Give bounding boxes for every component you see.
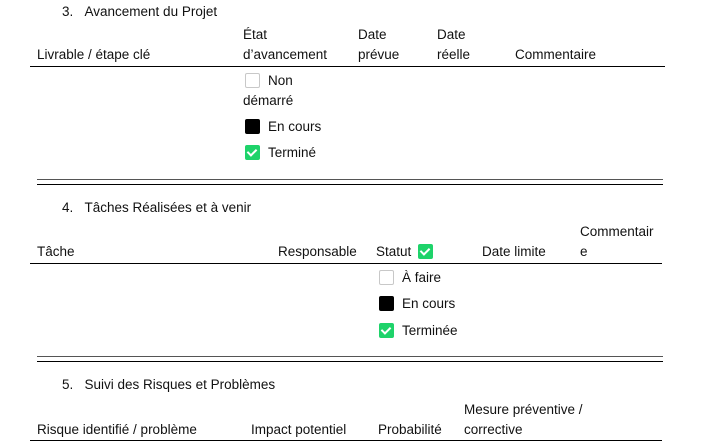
option-label: À faire <box>402 270 442 285</box>
header-statut <box>376 242 441 262</box>
header-livrable: Livrable / étape clé <box>37 47 151 62</box>
header-date-reelle-1: Date <box>437 27 466 42</box>
header-etat-2: d’avancement <box>243 47 328 62</box>
header-commentaire-1: Commentair <box>580 224 654 239</box>
header-probabilite: Probabilité <box>378 422 442 437</box>
option-a-faire[interactable] <box>379 268 441 288</box>
header-date-reelle-2: réelle <box>437 47 471 62</box>
option-label: Terminée <box>402 323 458 338</box>
header-commentaire: Commentaire <box>515 47 597 62</box>
option-non-demarre-cont: démarré <box>243 93 294 108</box>
header-tache: Tâche <box>37 244 75 259</box>
section-divider <box>37 179 663 185</box>
header-date-prevue-2: prévue <box>358 47 400 62</box>
header-impact: Impact potentiel <box>251 422 347 437</box>
header-mesure-1: Mesure préventive / <box>464 402 583 417</box>
option-termine[interactable] <box>245 143 316 163</box>
header-date-limite: Date limite <box>482 244 546 259</box>
section-5-title: 5. Suivi des Risques et Problèmes <box>62 377 276 392</box>
section-divider <box>37 356 663 362</box>
header-risque: Risque identifié / problème <box>37 422 197 437</box>
table-header-line <box>30 66 665 67</box>
checkbox-empty-icon[interactable] <box>245 73 260 88</box>
option-en-cours[interactable] <box>245 117 321 137</box>
option-label: En cours <box>268 119 322 134</box>
header-mesure-2: corrective <box>464 422 523 437</box>
checkbox-checked-icon[interactable] <box>418 244 433 259</box>
option-label: En cours <box>402 296 456 311</box>
checkbox-filled-icon[interactable] <box>245 119 260 134</box>
checkbox-filled-icon[interactable] <box>379 296 394 311</box>
option-label: Terminé <box>268 145 317 160</box>
header-etat-1: État <box>243 27 268 42</box>
option-terminee[interactable] <box>379 321 458 341</box>
checkbox-empty-icon[interactable] <box>379 270 394 285</box>
statut-label: Statut <box>376 244 412 259</box>
option-non-demarre[interactable] <box>245 71 293 91</box>
option-en-cours[interactable] <box>379 294 455 314</box>
table-header-line <box>30 440 662 441</box>
header-commentaire-2: e <box>580 244 588 259</box>
header-responsable: Responsable <box>278 244 357 259</box>
section-4-title: 4. Tâches Réalisées et à venir <box>62 200 252 215</box>
checkbox-checked-icon[interactable] <box>245 145 260 160</box>
table-header-line <box>30 263 662 264</box>
header-date-prevue-1: Date <box>358 27 387 42</box>
option-label: Non <box>268 73 293 88</box>
checkbox-checked-icon[interactable] <box>379 323 394 338</box>
section-3-title: 3. Avancement du Projet <box>62 4 218 19</box>
